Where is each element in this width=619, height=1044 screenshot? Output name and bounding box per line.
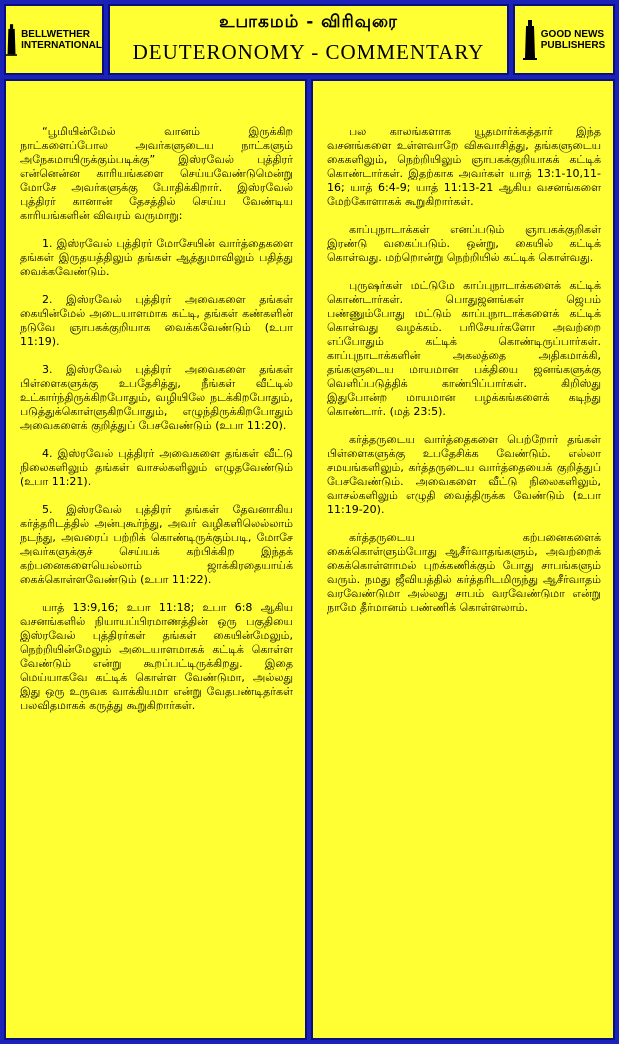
logo-right-line1: GOOD NEWS <box>540 28 605 40</box>
right-column <box>311 79 615 1040</box>
logo-right-line2: PUBLISHERS <box>540 39 606 51</box>
tower-icon <box>523 20 537 60</box>
logo-left-line1: BELLWETHER <box>21 28 90 40</box>
paragraph: 5. இஸ்ரவேல் புத்திரர் தங்கள் தேவனாகிய கர்த்தரிடத்தில் அன்புகூர்ந்து, அவர் வழிகளிலெல்லாம் நடந்து, அவரைப் பற்றிக் கொண்டிருக்கும்படி, மோசே அவர்களுக்குச் செய்யக் கற்பிக்கிற இந்தக் கற்பனைகளையெல்லாம் ஜாக்கிரதையாய்க் கைக்கொள்ளவேண்டும் (உபா 11:22). <box>20 503 293 586</box>
paragraph: பல காலங்களாக யூதமார்க்கத்தார் இந்த வசனங்களை உள்ளவாறே விசுவாசித்து, தங்களுடைய கைகளிலும், நெற்றியிலும் ஞாபகக்குறியாகக் கட்டிக் கொண்டார்கள். இதற்காக அவர்கள் யாத் 13:1-10,11-16; யாத் 6:4-9; யாத் 11:13-21 ஆகிய வசனங்களை மேற்கோளாகக் கூறுகிறார்கள். <box>327 125 601 208</box>
paragraph: 4. இஸ்ரவேல் புத்திரர் அவைகளை தங்கள் வீட்டு நிலைகளிலும் தங்கள் வாசல்களிலும் எழுதவேண்டும் (உபா 11:21). <box>20 447 293 488</box>
paragraph: காப்புநாடாக்கள் எனப்படும் ஞாபகக்குறிகள் இரண்டு வகைப்படும். ஒன்று, கையில் கட்டிக் கொள்வது. மற்றொன்று நெற்றியில் கட்டிக் கொள்வது. <box>327 223 601 264</box>
good-news-logo <box>513 4 615 75</box>
page-header <box>108 4 509 75</box>
paragraph: 1. இஸ்ரவேல் புத்திரர் மோசேயின் வார்த்தைகளை தங்கள் இருதயத்திலும் தங்கள் ஆத்துமாவிலும் பதித்து வைக்கவேண்டும். <box>20 237 293 278</box>
paragraph: கர்த்தருடைய கற்பனைகளைக் கைக்கொள்ளும்போது ஆசீர்வாதங்களும், அவற்றைக் கைக்கொள்ளாமல் புறக்கணிக்கும் போது சாபங்களும் வரும். நமது ஜீவியத்தில் கர்த்தரிடமிருந்து ஆசீர்வாதம் வரவேண்டுமா அல்லது சாபம் வரவேண்டுமா என்று நாமே தீர்மானம் பண்ணிக் கொள்ளலாம். <box>327 531 601 614</box>
paragraph: “பூமியின்மேல் வானம் இருக்கிற நாட்களைப்போல அவர்களுடைய நாட்களும் அநேகமாயிருக்கும்படிக்கு” இஸ்ரவேல் புத்திரர் என்னென்ன காரியங்களை செய்யவேண்டுமென்று மோசே அவர்களுக்கு போதிக்கிறார். இஸ்ரவேல் புத்திரர் கானான் தேசத்தில் செய்ய வேண்டிய காரியங்களின் விவரம் வருமாறு: <box>20 125 293 222</box>
logo-left-line2: INTERNATIONAL <box>21 39 102 51</box>
paragraph: 3. இஸ்ரவேல் புத்திரர் அவைகளை தங்கள் பிள்ளைகளுக்கு உபதேசித்து, நீங்கள் வீட்டில் உட்கார்ந்திருக்கிறபோதும், வழியிலே நடக்கிறபோதும், படுத்துக்கொள்ளுகிறபோதும், எழுந்திருக்கிறபோதும் அவைகளைக் குறித்துப் பேசவேண்டும் (உபா 11:20). <box>20 363 293 432</box>
tamil-title: உபாகமம் - விரிவுரை <box>219 12 398 32</box>
paragraph: யாத் 13:9,16; உபா 11:18; உபா 6:8 ஆகிய வசனங்களில் நியாயப்பிரமாணத்தின் ஒரு பகுதியை இஸ்ரவேல் புத்திரர்கள் தங்கள் கையின்மேலும், நெற்றியின்மேலும் அடையாளமாகக் கட்டிக் கொள்ள வேண்டும் என்று கூறப்பட்டிருக்கிறது. இதை மெய்யாகவே கட்டிக் கொள்ள வேண்டுமா, அல்லது இது ஒரு உருவக வாக்கியமா என்று வேதபண்டிதர்கள் பலவிதமாகக் கருத்து கூறுகிறார்கள். <box>20 601 293 712</box>
english-title: DEUTERONOMY - COMMENTARY <box>132 40 485 64</box>
tower-icon <box>6 20 17 60</box>
paragraph: புருஷர்கள் மட்டுமே காப்புநாடாக்களைக் கட்டிக் கொண்டார்கள். பொதுஜனங்கள் ஜெபம் பண்ணும்போது மட்டும் காப்புநாடாக்களைக் கட்டிக் கொள்வது வழக்கம். பரிசேயர்களோ அவற்றை எப்போதும் கட்டிக் கொண்டிருப்பார்கள். காப்புநாடாக்களின் அகலத்தை அதிகமாக்கி, தங்களுடைய மாயமான பக்தியை ஜனங்களுக்கு வெளிப்படுத்திக் காண்பிப்பார்கள். கிறிஸ்து இதுபோன்ற மாயமான பழக்கங்களைக் கடிந்து கொண்டார். (மத் 23:5). <box>327 279 601 418</box>
bellwether-logo <box>4 4 104 75</box>
paragraph: 2. இஸ்ரவேல் புத்திரர் அவைகளை தங்கள் கையின்மேல் அடையாளமாக கட்டி, தங்கள் கண்களின் நடுவே ஞாபகக்குறியாக வைக்கவேண்டும் (உபா 11:19). <box>20 293 293 348</box>
paragraph: கர்த்தருடைய வார்த்தைகளை பெற்றோர் தங்கள் பிள்ளைகளுக்கு உபதேசிக்க வேண்டும். எல்லா சமயங்களிலும், கர்த்தருடைய வார்த்தையைக் குறித்துப் பேசவேண்டும். அவைகளை வீட்டு நிலைகளிலும், வாசல்களிலும் எழுதி வைத்திருக்க வேண்டும் (உபா 11:19-20). <box>327 433 601 516</box>
left-column <box>4 79 307 1040</box>
